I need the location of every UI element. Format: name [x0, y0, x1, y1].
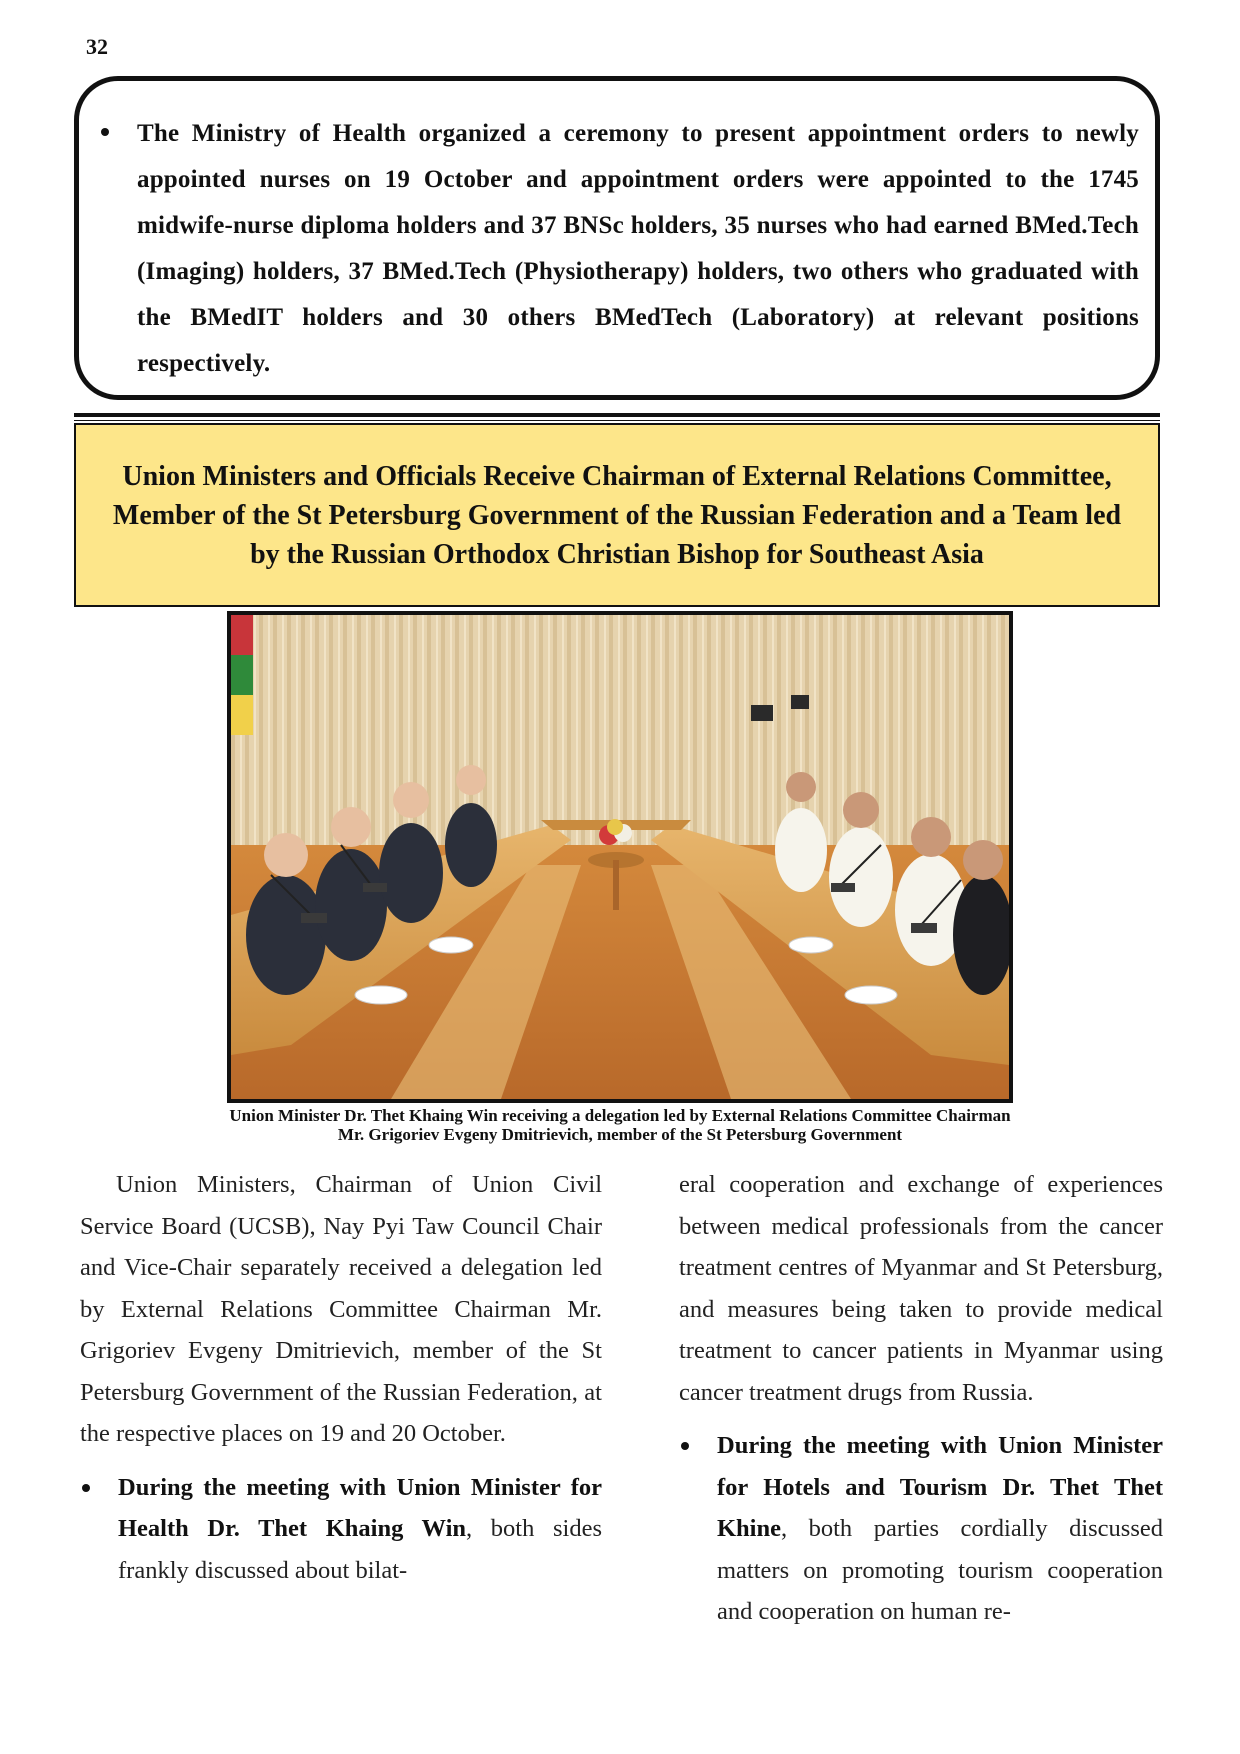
bullet-health-continued-text: eral cooperation and exchange of experiences between medical professionals from the cancer treatment centres of Myanmar and St Petersburg, and measures being taken to provide medical treatment to cancer patients in Myanmar using cancer treatment drugs from Russia.	[679, 1171, 1163, 1406]
article-column-left	[80, 1164, 602, 1591]
page-number: 32	[86, 34, 108, 59]
article-column-right	[679, 1164, 1163, 1633]
meeting-photo-illustration	[231, 615, 1009, 1099]
article-intro: Union Ministers, Chairman of Union Civil Service Board (UCSB), Nay Pyi Taw Council Chair and Vice-Chair separately received a delegation led by External Relations Committee Chairman Mr. Grigoriev Evgeny Dmitrievich, member of the St Petersburg Government of the Russian Federation, at the respective places on 19 and 20 October.	[80, 1171, 602, 1447]
divider-thin	[74, 420, 1160, 421]
highlight-text: The Ministry of Health organized a ceremony to present appointment orders to newly appointed nurses on 19 October and appointment orders were appointed to the 1745 midwife-nurse diploma holders and 37 BNSc holders, 35 nurses who had earned BMed.Tech (Imaging) holders, 37 BMed.Tech (Physiotherapy) holders, two others who graduated with the BMedIT holders and 30 others BMedTech (Laboratory) at relevant positions respectively.	[137, 120, 1139, 377]
divider-thick	[74, 413, 1160, 417]
highlight-box	[74, 76, 1160, 400]
photo-caption-line2: Mr. Grigoriev Evgeny Dmitrievich, member of the St Petersburg Government	[337, 1125, 903, 1144]
article-bullet-tourism	[679, 1425, 1163, 1633]
bullet-icon	[82, 1484, 90, 1492]
photo-caption	[110, 1106, 1130, 1144]
article-bullet-health	[80, 1467, 602, 1592]
article-bullet-health-continued	[679, 1164, 1163, 1413]
bullet-tourism-text: , both parties cordially discussed matters on promoting tourism cooperation and cooperation on human re-	[717, 1515, 1163, 1625]
headline-box	[74, 423, 1160, 607]
photo-caption-line1: Union Minister Dr. Thet Khaing Win receiving a delegation led by External Relations Committee Chairman	[229, 1106, 1011, 1125]
bullet-icon	[101, 128, 109, 136]
bullet-tourism-bold: During the meeting with Union Minister for Hotels and Tourism Dr. Thet Thet Khine	[717, 1432, 1163, 1542]
bullet-health-text: , both sides frankly discussed about bilat-	[118, 1515, 603, 1584]
highlight-item	[137, 111, 1139, 387]
bullet-health-bold: During the meeting with Union Minister for Health Dr. Thet Khaing Win	[118, 1473, 602, 1542]
meeting-photo	[227, 611, 1013, 1103]
bullet-icon	[681, 1442, 689, 1450]
article-headline: Union Ministers and Officials Receive Chairman of External Relations Committee, Member of the St Petersburg Government of the Russian Federation and a Team led by the Russian Orthodox Christian Bishop for Southeast Asia	[112, 460, 1122, 570]
